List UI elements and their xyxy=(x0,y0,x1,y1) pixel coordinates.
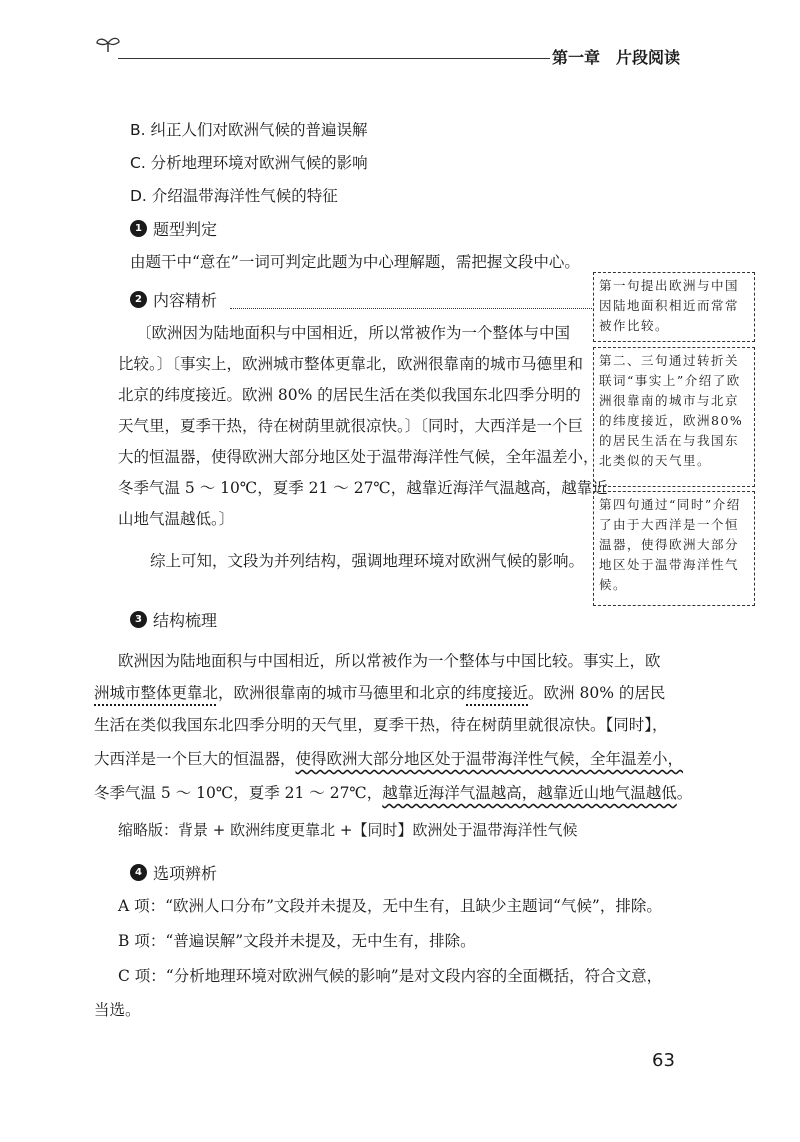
section-structure xyxy=(130,608,217,631)
option-d: D. 介绍温带海洋性气候的特征 xyxy=(130,187,338,205)
side-note-2: 第二、三句通过转折关联词“事实上”介绍了欧洲很靠南的城市与北京的纬度接近，欧洲80%的居民生活在与我国东北类似的天气里。 xyxy=(593,347,755,487)
section-title: 选项辨析 xyxy=(153,864,218,883)
emphasis-wavy: 使得欧洲大部分地区处于温带海洋性气候，全年温差小， xyxy=(295,750,684,768)
analysis-line: 山地气温越低。〕 xyxy=(118,510,235,528)
plain-text: 。 xyxy=(676,784,693,802)
analysis-line: 比较。〕〔事实上，欧洲城市整体更靠北，欧洲很靠南的城市马德里和 xyxy=(118,355,584,373)
section-title: 内容精析 xyxy=(153,291,218,310)
option-c-analysis-cont: 当选。 xyxy=(94,1001,141,1019)
side-note-1: 第一句提出欧洲与中国因陆地面积相近而常常被作比较。 xyxy=(593,272,755,342)
section-badge: 1 xyxy=(130,220,147,237)
option-a-analysis: A 项：“欧洲人口分布”文段并未提及，无中生有，且缺少主题词“气候”，排除。 xyxy=(118,897,662,915)
structure-line xyxy=(94,778,692,809)
section-type-judgement xyxy=(130,217,217,240)
structure-line: 生活在类似我国东北四季分明的天气里，夏季干热，待在树荫里就很凉快。【同时】， xyxy=(94,716,668,734)
structure-line xyxy=(94,744,683,775)
chapter-title: 第一章 片段阅读 xyxy=(552,48,681,67)
emphasis-dotted: 洲城市整体更靠北 xyxy=(94,684,219,702)
structure-line xyxy=(94,678,665,709)
analysis-line: 冬季气温 5 ～ 10℃，夏季 21 ～ 27℃，越靠近海洋气温越高，越靠近 xyxy=(118,479,608,497)
section-title: 结构梳理 xyxy=(153,611,218,630)
analysis-line: 〔欧洲因为陆地面积与中国相近，所以常被作为一个整体与中国 xyxy=(136,324,571,342)
section-option-analysis xyxy=(130,861,217,884)
option-b-analysis: B 项：“普遍误解”文段并未提及，无中生有，排除。 xyxy=(118,932,476,950)
section-badge: 2 xyxy=(130,291,147,308)
plain-text: 大西洋是一个巨大的恒温器， xyxy=(94,750,296,768)
plain-text: 冬季气温 5 ～ 10℃，夏季 21 ～ 27℃， xyxy=(94,784,383,802)
analysis-line: 大的恒温器，使得欧洲大部分地区处于温带海洋性气候，全年温差小， xyxy=(118,448,599,466)
brief-version: 缩略版：背景 + 欧洲纬度更靠北 +【同时】欧洲处于温带海洋性气候 xyxy=(118,821,578,839)
section-badge: 3 xyxy=(130,611,147,628)
section-content-analysis xyxy=(130,288,217,311)
option-c: C. 分析地理环境对欧洲气候的影响 xyxy=(130,154,368,172)
plain-text: ，欧洲很靠南的城市马德里和北京的 xyxy=(218,684,467,702)
page-number: 63 xyxy=(652,1050,675,1071)
connector-line xyxy=(230,308,592,309)
option-c-analysis: C 项：“分析地理环境对欧洲气候的影响”是对文段内容的全面概括，符合文意， xyxy=(118,967,663,985)
analysis-line: 天气里，夏季干热，待在树荫里就很凉快。〕〔同时，大西洋是一个巨 xyxy=(118,417,584,435)
header-rule xyxy=(118,58,550,59)
sprout-icon xyxy=(95,34,121,54)
plain-text: 。欧洲 80% 的居民 xyxy=(528,684,666,702)
side-note-3: 第四句通过“同时”介绍了由于大西洋是一个恒温器，使得欧洲大部分地区处于温带海洋性气候。 xyxy=(593,491,755,606)
analysis-line: 北京的纬度接近。欧洲 80% 的居民生活在类似我国东北四季分明的 xyxy=(118,386,581,404)
section-badge: 4 xyxy=(130,864,147,881)
type-judgement-text: 由题干中“意在”一词可判定此题为中心理解题，需把握文段中心。 xyxy=(130,253,580,271)
emphasis-wavy: 越靠近海洋气温越高，越靠近山地气温越低 xyxy=(382,784,677,802)
option-b: B. 纠正人们对欧洲气候的普遍误解 xyxy=(130,121,368,139)
structure-line: 欧洲因为陆地面积与中国相近，所以常被作为一个整体与中国比较。事实上，欧 xyxy=(118,652,661,670)
analysis-summary: 综上可知，文段为并列结构，强调地理环境对欧洲气候的影响。 xyxy=(150,552,585,570)
emphasis-dotted: 纬度接近 xyxy=(466,684,529,702)
section-title: 题型判定 xyxy=(153,220,218,239)
